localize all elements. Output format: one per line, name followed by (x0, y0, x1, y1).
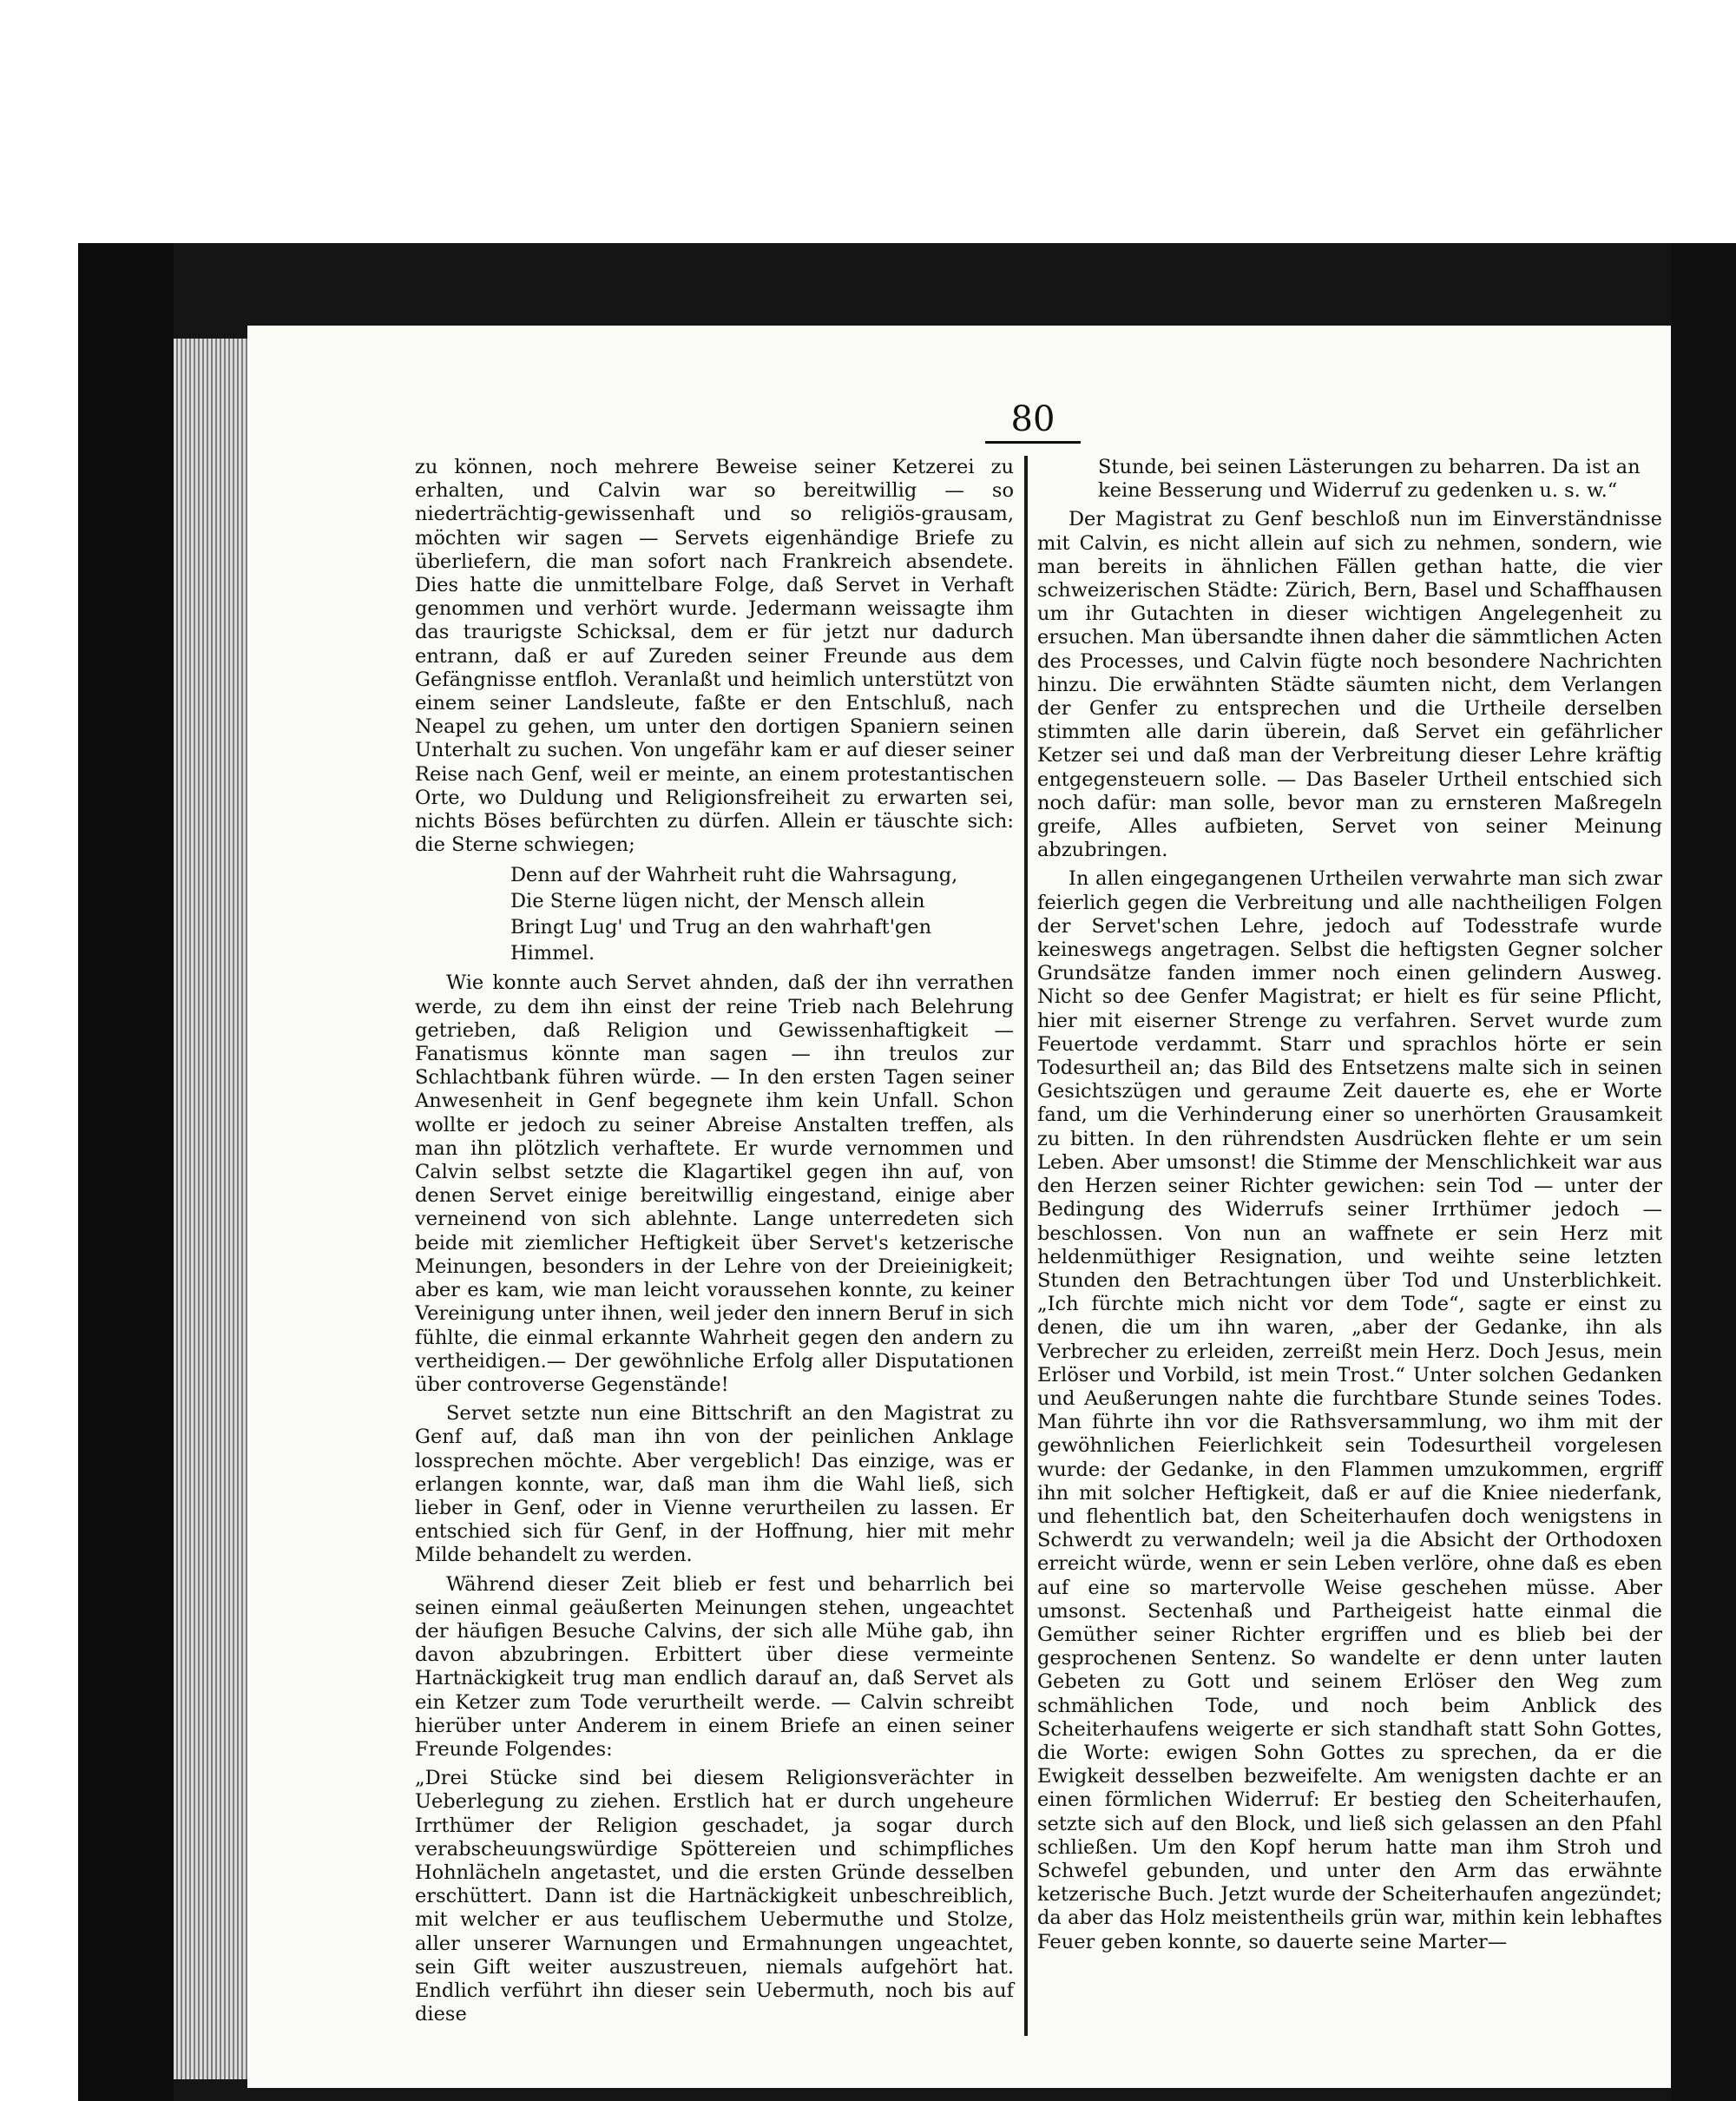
paragraph: Servet setzte nun eine Bittschrift an den Magistrat zu Genf auf, daß man ihn von der peinlichen Anklage lossprechen möchte. Aber vergeblich! Das einzige, was er erlangen konnte, war, daß man ihm die Wahl ließ, sich lieber in Genf, oder in Vienne verurtheilen zu lassen. Er entschied sich für Genf, in der Hoffnung, hier mit mehr Milde behandelt zu werden. (415, 1402, 1014, 1567)
book-spine (78, 243, 174, 2101)
facing-page-edge (1671, 243, 1736, 2101)
paragraph: zu können, noch mehrere Beweise seiner Ketzerei zu erhalten, und Calvin war so bereitwillig — so niederträchtig-gewissenhaft und so religiös-grausam, möchten wir sagen — Servets eigenhändige Briefe zu überliefern, die man sofort nach Frankreich absendete. Dies hatte die unmittelbare Folge, daß Servet in Verhaft genommen und verhört wurde. Jedermann weissagte ihm das traurigste Schicksal, dem er für jetzt nur dadurch entrann, daß er auf Zureden seiner Freunde aus dem Gefängnisse entfloh. Veranlaßt und heimlich unterstützt von einem seiner Landsleute, faßte er den Entschluß, nach Neapel zu gehen, um unter den dortigen Spaniern seinen Unterhalt zu suchen. Von ungefähr kam er auf dieser seiner Reise nach Genf, weil er meinte, an einem protestantischen Orte, wo Duldung und Religionsfreiheit zu erwarten sei, nichts Böses befürchten zu dürfen. Allein er täuschte sich: die Sterne schwiegen; (415, 456, 1014, 857)
column-divider (1024, 456, 1028, 2036)
paragraph: In allen eingegangenen Urtheilen verwahrte man sich zwar feierlich gegen die Verbreitung und alle nachtheiligen Folgen der Servet'schen Lehre, jedoch auf Todesstrafe wurde keineswegs angetragen. Selbst die heftigsten Gegner solcher Grundsätze fanden immer noch einen gelindern Ausweg. Nicht so dee Genfer Magistrat; er hielt es für seine Pflicht, hier mit eiserner Strenge zu verfahren. Servet wurde zum Feuertode verdammt. Starr und sprachlos hörte er sein Todesurtheil an; das Bild des Entsetzens malte sich in seinen Gesichtszügen und geraume Zeit dauerte es, ehe er Worte fand, um die Verhinderung einer so unerhörten Grausamkeit zu bitten. In den rührendsten Ausdrücken flehte er um sein Leben. Aber umsonst! die Stimme der Menschlichkeit war aus den Herzen seiner Richter gewichen: sein Tod — unter der Bedingung des Widerrufs seiner Irrthümer jedoch — beschlossen. Von nun an waffnete er sein Herz mit heldenmüthiger Resignation, und weihte seine letzten Stunden den Betrachtungen über Tod und Unsterblichkeit. „Ich fürchte mich nicht vor dem Tode“, sagte er einst zu denen, die um ihn waren, „aber der Gedanke, ihn als Verbrecher zu erleiden, zerreißt mein Herz. Doch Jesus, mein Erlöser und Vorbild, ist mein Trost.“ Unter solchen Gedanken und Aeußerungen nahte die furchtbare Stunde seines Todes. Man führte ihn vor die Rathsversammlung, wo ihm mit der gewöhnlichen Feierlichkeit sein Todesurtheil vorgelesen wurde: der Gedanke, in den Flammen umzukommen, ergriff ihn mit solcher Heftigkeit, daß er auf die Kniee niederfank, und flehentlich bat, den Scheiterhaufen doch wenigstens in Schwerdt zu verwandeln; weil ja die Absicht der Orthodoxen erreicht würde, wenn er sein Leben verlöre, ohne daß es eben auf eine so martervolle Weise geschehen müsse. Aber umsonst. Sectenhaß und Partheigeist hatte einmal die Gemüther seiner Richter ergriffen und es blieb bei der gesprochenen Sentenz. So wandelte er denn unter lauten Gebeten zu Gott und seinem Erlöser den Weg zum schmählichen Tode, und noch beim Anblick des Scheiterhaufens weigerte er sich standhaft statt Sohn Gottes, die Worte: ewigen Sohn Gottes zu sprechen, da er die Ewigkeit desselben bezweifelte. Am wenigsten dachte er an einen förmlichen Widerruf: Er bestieg den Scheiterhaufen, setzte sich auf den Block, und ließ sich gelassen an den Pfahl schließen. Um den Kopf herum hatte man ihm Stroh und Schwefel gebunden, und unter den Arm das erwähnte ketzerische Buch. Jetzt wurde der Scheiterhaufen angezündet; da aber das Holz meistentheils grün war, mithin kein lebhaftes Feuer geben konnte, so dauerte seine Marter— (1037, 867, 1662, 1953)
verse-block (510, 862, 1014, 966)
paragraph: Während dieser Zeit blieb er fest und beharrlich bei seinen einmal geäußerten Meinungen stehen, ungeachtet der häufigen Besuche Calvins, der sich alle Mühe gab, ihn davon abzubringen. Erbittert über diese vermeinte Hartnäckigkeit trug man endlich darauf an, daß Servet als ein Ketzer zum Tode verurtheilt werde. — Calvin schreibt hierüber unter Anderem in einem Briefe an einen seiner Freunde Folgendes: (415, 1572, 1014, 1761)
page-number: 80 (1010, 399, 1055, 439)
verse-line: Denn auf der Wahrheit ruht die Wahrsagung, (510, 864, 958, 887)
right-column (1037, 456, 1662, 1959)
paragraph: Wie konnte auch Servet ahnden, daß der ihn verrathen werde, zu dem ihn einst der reine Trieb nach Belehrung getrieben, daß Religion und Gewissenhaftigkeit — Fanatismus könnte man sagen — ihn treulos zur Schlachtbank führen würde. — In den ersten Tagen seiner Anwesenheit in Genf begegnete ihm kein Unfall. Schon wollte er jedoch zu seiner Abreise Anstalten treffen, als man ihn plötzlich verhaftete. Er wurde vernommen und Calvin selbst setzte die Klagartikel gegen ihn auf, von denen Servet einige bereitwillig eingestand, einige aber verneinend von sich ablehnte. Lange unterredeten sich beide mit ziemlicher Heftigkeit über Servet's ketzerische Meinungen, besonders in der Lehre von der Dreieinigkeit; aber es kam, wie man leicht voraussehen konnte, zu keiner Vereinigung unter ihnen, weil jeder den innern Beruf in sich fühlte, die einmal erkannte Wahrheit gegen den andern zu vertheidigen.— Der gewöhnliche Erfolg aller Disputationen über controverse Gegenstände! (415, 971, 1014, 1396)
verse-line: Bringt Lug' und Trug an den wahrhaft'gen Himmel. (510, 916, 932, 965)
verse-line: Die Sterne lügen nicht, der Mensch allein (510, 890, 925, 913)
page-edges (174, 339, 247, 2079)
paragraph: Der Magistrat zu Genf beschloß nun im Einverständnisse mit Calvin, es nicht allein auf sich zu nehmen, sondern, wie man bereits in ähnlichen Fällen gethan hatte, die vier schweizerischen Städte: Zürich, Bern, Basel und Schaffhausen um ihr Gutachten in dieser wichtigen Angelegenheit zu ersuchen. Man übersandte ihnen daher die sämmtlichen Acten des Processes, und Calvin fügte noch besondere Nachrichten hinzu. Die erwähnten Städte säumten nicht, dem Verlangen der Genfer zu entsprechen und die Urtheile derselben stimmten alle darin überein, daß Servet ein gefährlicher Ketzer sei und daß man der Verbreitung dieser Lehre kräftig entgegensteuern solle. — Das Baseler Urtheil entschied sich noch dafür: man solle, bevor man zu ernsteren Maßregeln greife, Alles aufbieten, Servet von seiner Meinung abzubringen. (1037, 508, 1662, 862)
paragraph: Stunde, bei seinen Lästerungen zu beharren. Da ist an keine Besserung und Widerruf zu gedenken u. s. w.“ (1098, 456, 1641, 503)
page-number-rule (985, 441, 1081, 444)
quotation: „Drei Stücke sind bei diesem Religionsverächter in Ueberlegung zu ziehen. Erstlich hat er durch ungeheure Irrthümer der Religion geschadet, ja sogar durch verabscheuungswürdige Spöttereien und schimpfliches Hohnlächeln angetastet, und die ersten Gründe desselben erschüttert. Dann ist die Hartnäckigkeit unbeschreiblich, mit welcher er aus teuflischem Uebermuthe und Stolze, aller unserer Warnungen und Ermahnungen ungeachtet, sein Gift weiter auszustreuen, niemals aufgehört hat. Endlich verführt ihn dieser sein Uebermuth, noch bis auf diese (415, 1767, 1014, 2026)
left-column (415, 456, 1014, 2032)
